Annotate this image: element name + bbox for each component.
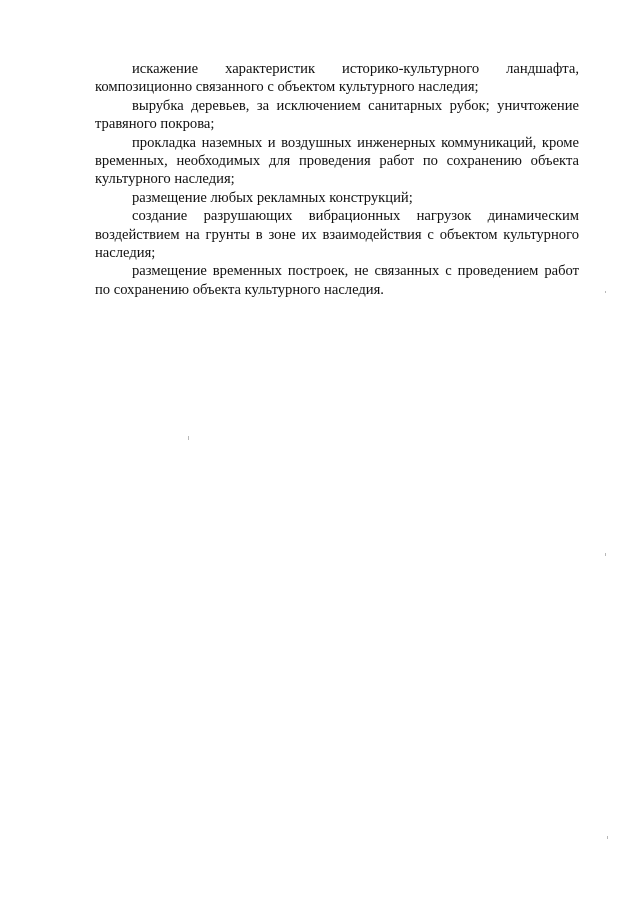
scan-speck bbox=[605, 553, 606, 556]
paragraph-vibration-loads: создание разрушающих вибрационных нагрузок динамическим воздействием на грунты в зоне их взаимодействия с объектом культурного наследия; bbox=[95, 208, 579, 262]
scan-speck bbox=[607, 836, 608, 839]
document-body bbox=[95, 60, 579, 299]
paragraph-tree-felling: вырубка деревьев, за исключением санитарных рубок; уничтожение травяного покрова; bbox=[95, 97, 579, 133]
scan-speck bbox=[605, 291, 606, 293]
paragraph-utility-lines: прокладка наземных и воздушных инженерных коммуникаций, кроме временных, необходимых для проведения работ по сохранению объекта культурного наследия; bbox=[95, 134, 579, 188]
scan-speck bbox=[188, 436, 189, 440]
paragraph-advertising: размещение любых рекламных конструкций; bbox=[132, 189, 413, 206]
paragraph-temporary-buildings: размещение временных построек, не связанных с проведением работ по сохранению объекта культурного наследия. bbox=[95, 263, 579, 298]
paragraph-landscape-distortion: искажение характеристик историко-культурного ландшафта, композиционно связанного с объектом культурного наследия; bbox=[95, 61, 579, 96]
